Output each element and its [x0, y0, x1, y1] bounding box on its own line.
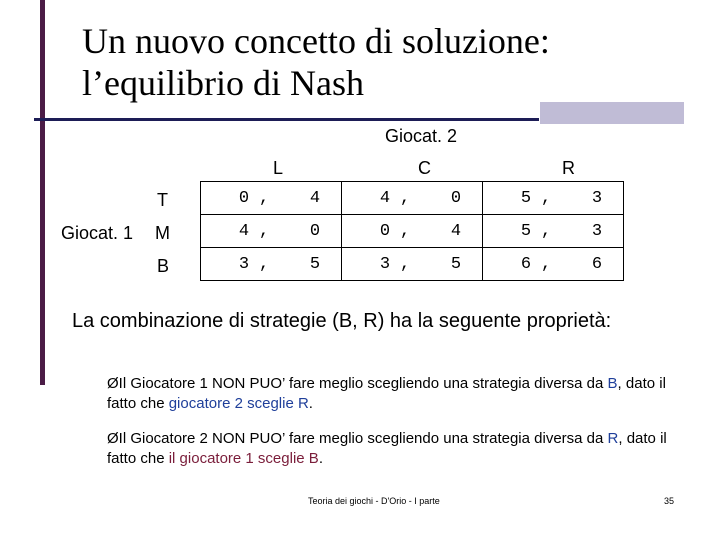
slide-title	[82, 20, 550, 104]
payoff-cell: 5 , 3	[483, 182, 624, 215]
player1-label: Giocat. 1	[61, 223, 134, 243]
row-label-b: B	[157, 256, 170, 276]
payoff-cell: 0 , 4	[201, 182, 342, 215]
row-label-t: T	[157, 190, 168, 210]
payoff-cell: 4 , 0	[342, 182, 483, 215]
column-label-c: C	[418, 158, 431, 178]
payoff-cell: 0 , 4	[342, 215, 483, 248]
matrix-row	[201, 248, 624, 281]
payoff-cell: 4 , 0	[201, 215, 342, 248]
player2-label: Giocat. 2	[385, 126, 458, 146]
title-line-1: Un nuovo concetto di soluzione:	[82, 21, 550, 61]
title-line-2: l’equilibrio di Nash	[82, 63, 364, 103]
payoff-cell: 6 , 6	[483, 248, 624, 281]
payoff-cell: 3 , 5	[201, 248, 342, 281]
page-number: 35	[664, 496, 675, 506]
bullet-player2: ØIl Giocatore 2 NON PUO’ fare meglio scegliendo una strategia diversa da R, dato il fatto che il giocatore 1 sceglie B.	[107, 430, 667, 467]
title-rule	[34, 118, 539, 121]
matrix-row	[201, 215, 624, 248]
payoff-cell: 5 , 3	[483, 215, 624, 248]
arrow-bullet-icon: Ø	[107, 430, 119, 447]
left-accent-bar	[40, 0, 45, 385]
arrow-bullet-icon: Ø	[107, 375, 119, 392]
column-label-r: R	[562, 158, 575, 178]
decorative-box	[540, 102, 684, 124]
footer-text: Teoria dei giochi - D'Orio - I parte	[308, 496, 440, 506]
matrix-row	[201, 182, 624, 215]
payoff-matrix	[200, 181, 624, 281]
payoff-cell: 3 , 5	[342, 248, 483, 281]
row-label-m: M	[155, 223, 170, 243]
statement-text: La combinazione di strategie (B, R) ha la seguente proprietà:	[72, 310, 612, 332]
column-label-l: L	[273, 158, 284, 178]
bullet-player1: ØIl Giocatore 1 NON PUO’ fare meglio scegliendo una strategia diversa da B, dato il fatto che giocatore 2 sceglie R.	[107, 375, 666, 412]
